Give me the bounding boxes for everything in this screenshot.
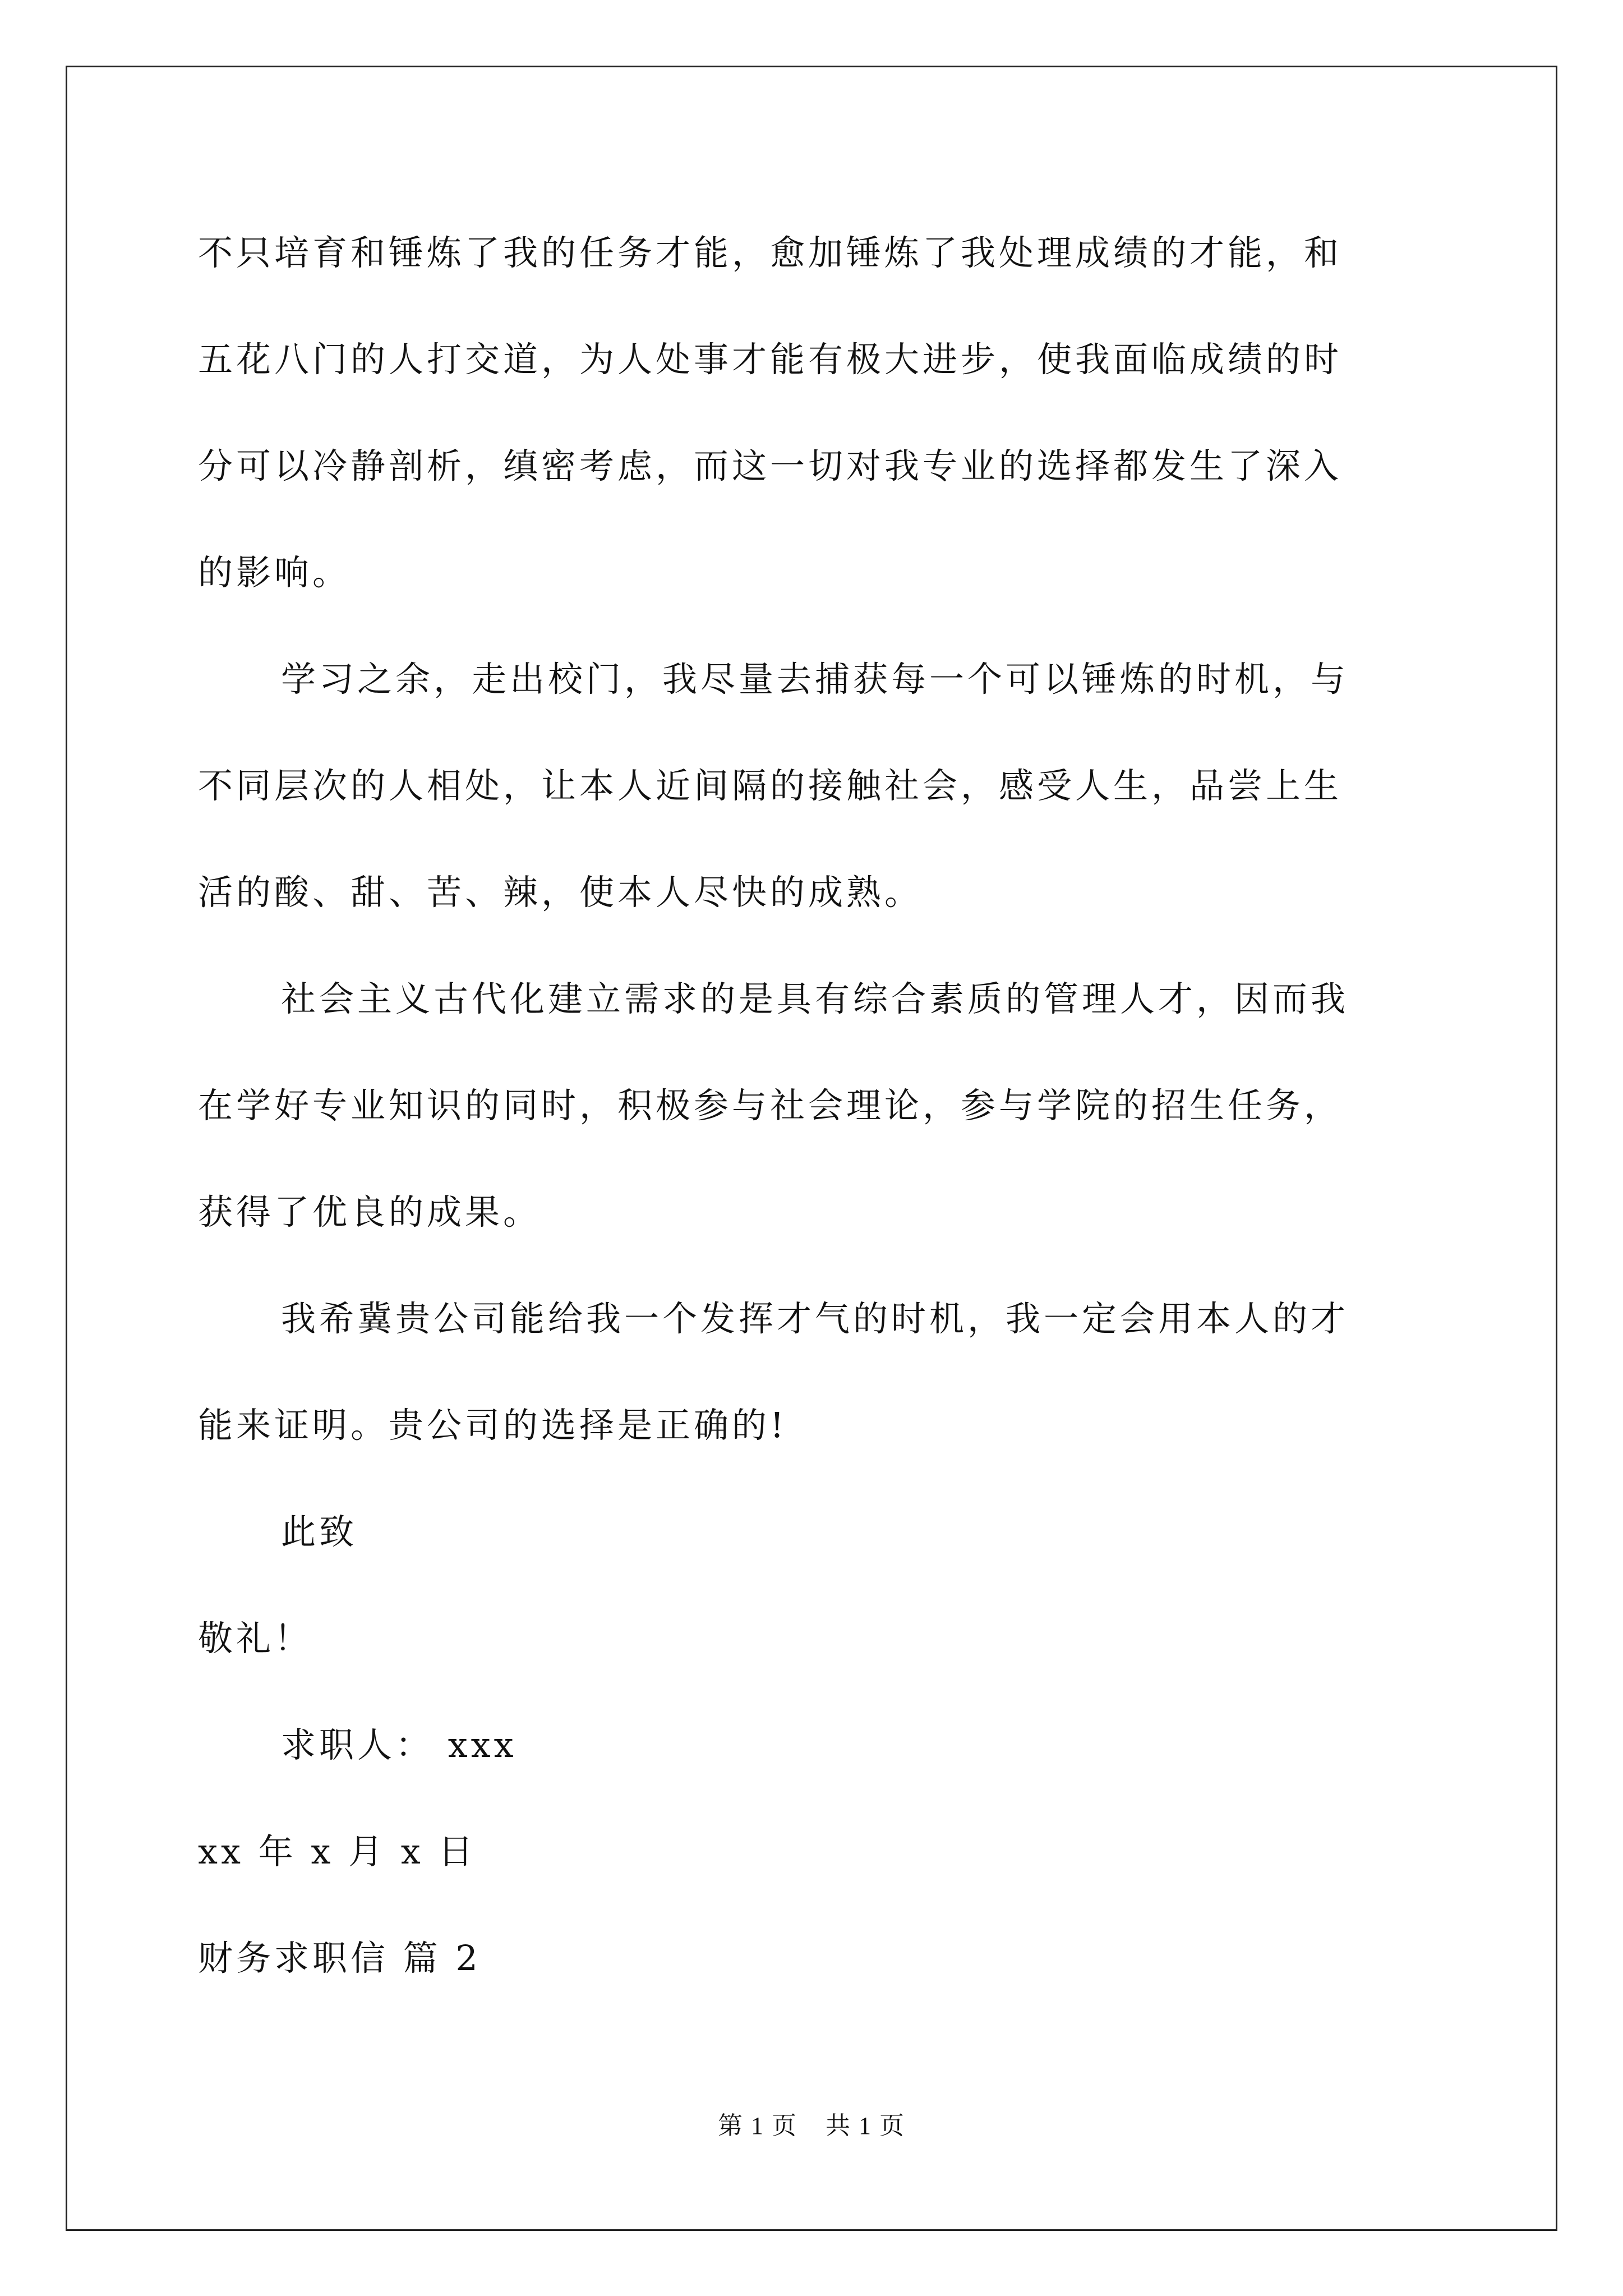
closing-salutation: 此致 <box>281 1511 358 1552</box>
page-number: 第 1 页 <box>718 2112 797 2139</box>
text-line: 我希冀贵公司能给我一个发挥才气的时机，我一定会用本人的才 <box>281 1298 1349 1339</box>
page-total: 共 1 页 <box>826 2112 905 2139</box>
text-line: 社会主义古代化建立需求的是具有综合素质的管理人才，因而我 <box>281 978 1349 1019</box>
text-line: 五花八门的人打交道，为人处事才能有极大进步，使我面临成绩的时 <box>198 339 1343 380</box>
text-line: 的影响。 <box>198 552 351 593</box>
text-line: 不同层次的人相处，让本人近间隔的接触社会，感受人生，品尝上生 <box>198 765 1343 806</box>
text-line: 获得了优良的成果。 <box>198 1191 542 1232</box>
page-footer <box>0 2109 1623 2143</box>
letter-date: xx 年 x 月 x 日 <box>198 1831 477 1872</box>
closing-regards: 敬礼！ <box>198 1618 313 1659</box>
document-body <box>198 200 1432 2012</box>
text-line: 在学好专业知识的同时，积极参与社会理论，参与学院的招生任务， <box>198 1085 1343 1126</box>
text-line: 分可以冷静剖析，缜密考虑，而这一切对我专业的选择都发生了深入 <box>198 445 1343 486</box>
text-line: 学习之余，走出校门，我尽量去捕获每一个可以锤炼的时机，与 <box>281 659 1349 700</box>
section-heading: 财务求职信 篇 2 <box>198 1938 481 1978</box>
applicant-signature: 求职人： xxx <box>281 1724 517 1765</box>
text-line: 活的酸、甜、苦、辣，使本人尽快的成熟。 <box>198 872 923 913</box>
text-line: 不只培育和锤炼了我的任务才能，愈加锤炼了我处理成绩的才能，和 <box>198 232 1343 273</box>
text-line: 能来证明。贵公司的选择是正确的! <box>198 1405 787 1446</box>
